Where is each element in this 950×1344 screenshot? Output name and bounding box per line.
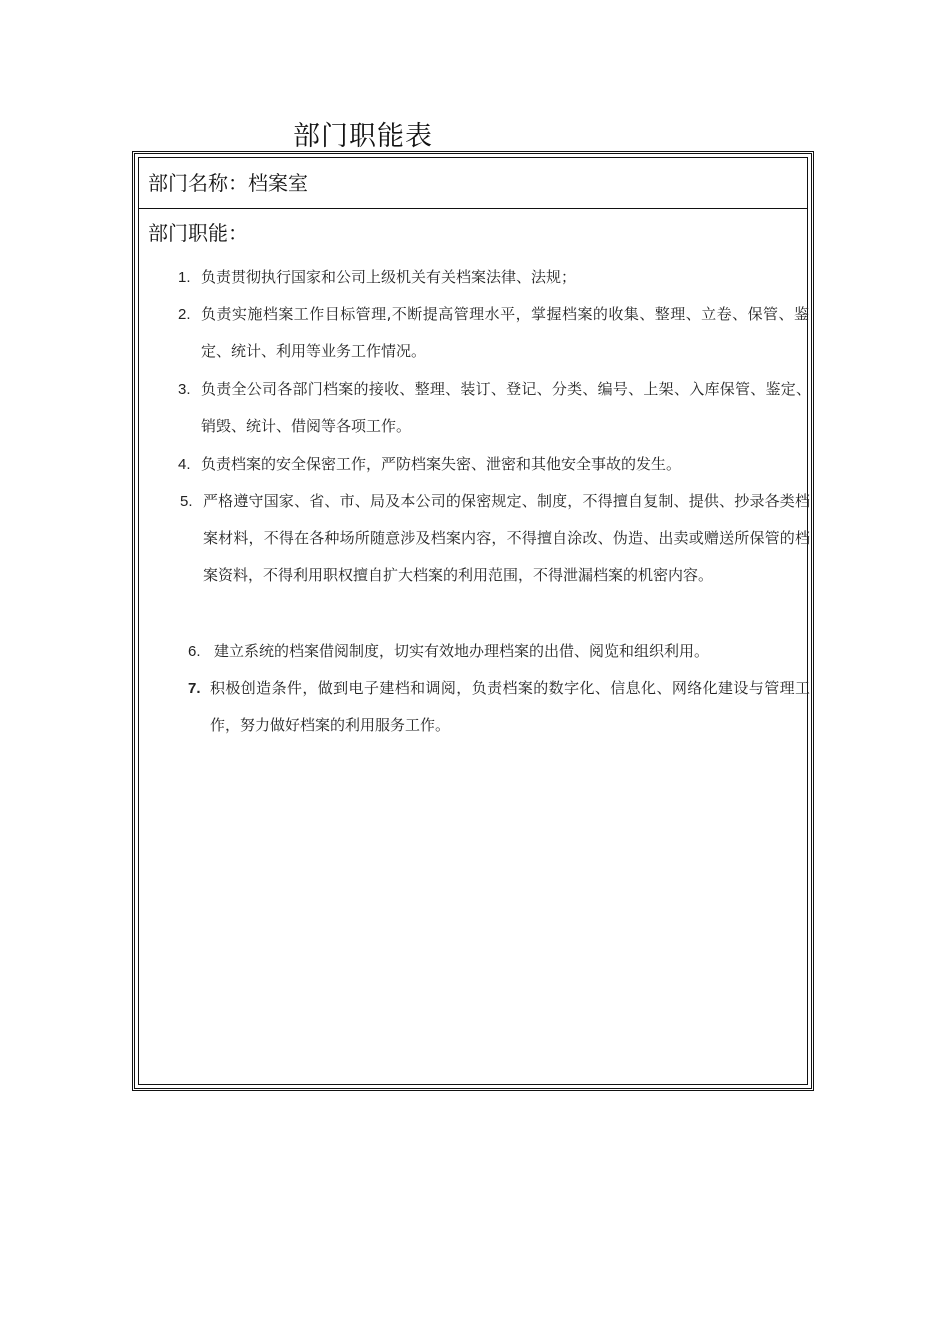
duty-number: 4. (178, 456, 191, 473)
duty-text: 严格遵守国家、省、市、局及本公司的保密规定、制度，不得擅自复制、提供、抄录各类档案材料，不得在各种场所随意涉及档案内容，不得擅自涂改、伪造、出卖或赠送所保管的档案资料，不得利用职权擅自扩大档案的利用范围，不得泄漏档案的机密内容。 (203, 492, 810, 584)
department-name-label: 部门名称：档案室 (148, 171, 308, 195)
duty-number: 5. (180, 493, 193, 510)
duty-text: 负责档案的安全保密工作，严防档案失密、泄密和其他安全事故的发生。 (201, 455, 682, 473)
duty-text: 负责全公司各部门档案的接收、整理、装订、登记、分类、编号、上架、入库保管、鉴定、销毁、统计、借阅等各项工作。 (201, 380, 811, 435)
document-title: 部门职能表 (293, 121, 433, 152)
duty-number: 6. (188, 643, 201, 660)
duty-text: 建立系统的档案借阅制度，切实有效地办理档案的出借、阅览和组织利用。 (214, 642, 710, 660)
department-functions-label: 部门职能： (148, 221, 248, 245)
duty-text: 负责实施档案工作目标管理,不断提高管理水平，掌握档案的收集、整理、立卷、保管、鉴定、统计、利用等业务工作情况。 (201, 305, 809, 360)
duty-number: 1. (178, 269, 191, 286)
duty-number: 2. (178, 306, 191, 323)
duty-number: 3. (178, 381, 191, 398)
duty-text: 负责贯彻执行国家和公司上级机关有关档案法律、法规； (201, 268, 577, 286)
department-name-row (139, 158, 807, 209)
duty-text: 积极创造条件，做到电子建档和调阅，负责档案的数字化、信息化、网络化建设与管理工作，努力做好档案的利用服务工作。 (210, 679, 810, 734)
duty-number: 7. (188, 680, 201, 697)
